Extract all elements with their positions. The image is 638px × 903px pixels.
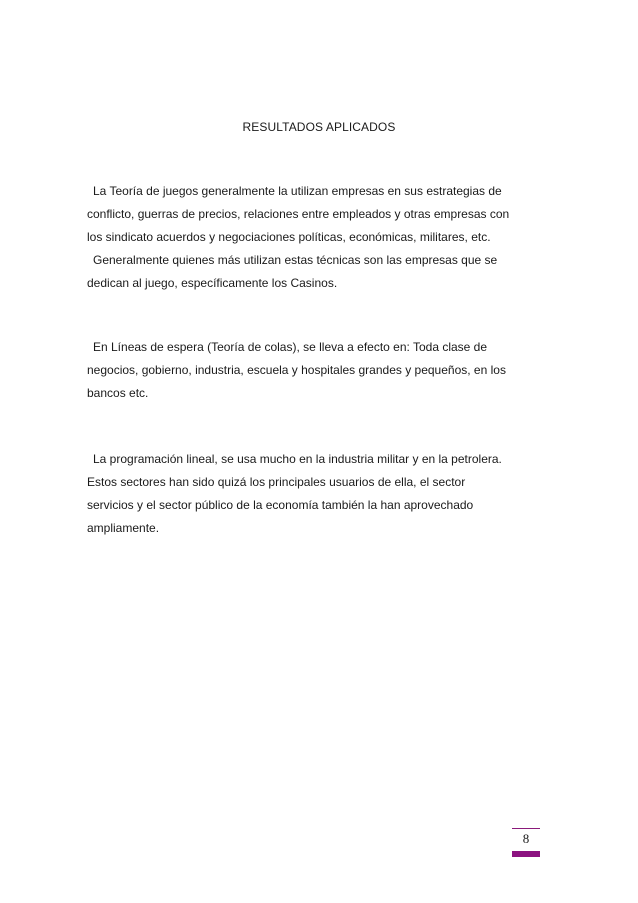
text-line: servicios y el sector público de la economía también la han aprovechado bbox=[87, 498, 474, 512]
text-line: bancos etc. bbox=[87, 386, 149, 400]
paragraph-queueing-theory bbox=[87, 336, 557, 405]
text-line: Estos sectores han sido quizá los principales usuarios de ella, el sector bbox=[87, 475, 466, 489]
text-line: La Teoría de juegos generalmente la utilizan empresas en sus estrategias de bbox=[93, 184, 502, 198]
paragraph-game-theory bbox=[87, 180, 557, 295]
page-number-box bbox=[512, 828, 540, 857]
text-line: La programación lineal, se usa mucho en la industria militar y en la petrolera. bbox=[93, 452, 502, 466]
page-title: RESULTADOS APLICADOS bbox=[242, 120, 396, 134]
page-number: 8 bbox=[522, 831, 530, 846]
page-number-accent-bar bbox=[512, 851, 540, 857]
text-line: Generalmente quienes más utilizan estas técnicas son las empresas que se bbox=[93, 253, 498, 267]
text-line: En Líneas de espera (Teoría de colas), se lleva a efecto en: Toda clase de bbox=[93, 340, 488, 354]
text-line: negocios, gobierno, industria, escuela y hospitales grandes y pequeños, en los bbox=[87, 363, 506, 377]
text-line: ampliamente. bbox=[87, 521, 160, 535]
text-line: conflicto, guerras de precios, relaciones entre empleados y otras empresas con bbox=[87, 207, 510, 221]
text-line: los sindicato acuerdos y negociaciones políticas, económicas, militares, etc. bbox=[87, 230, 491, 244]
text-line: dedican al juego, específicamente los Casinos. bbox=[87, 276, 338, 290]
paragraph-linear-programming bbox=[87, 448, 557, 540]
